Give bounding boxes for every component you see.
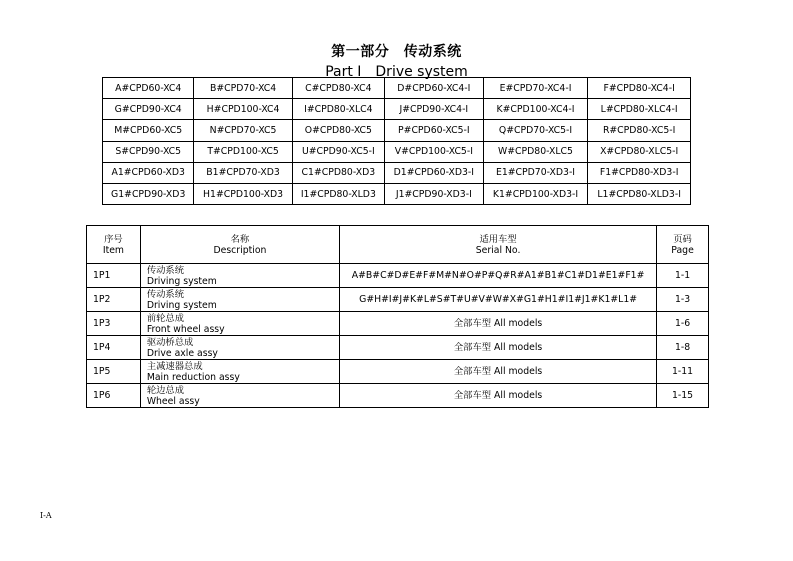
header-page <box>657 226 709 264</box>
item-cell <box>87 384 141 408</box>
model-code-cell: L#CPD80-XLC4-I <box>588 99 691 120</box>
page-title-chinese: 第一部分 传动系统 <box>331 44 462 60</box>
model-code-cell: F#CPD80-XC4-I <box>588 78 691 99</box>
serial-cell <box>340 312 657 336</box>
page-reference: 1-3 <box>674 294 691 305</box>
page-cell <box>657 264 709 288</box>
parts-row <box>87 264 709 288</box>
model-code-cell: D1#CPD60-XD3-I <box>384 162 483 183</box>
model-code-cell: H1#CPD100-XD3 <box>194 183 292 204</box>
item-number: 1P5 <box>93 366 111 377</box>
header-description-cn: 名称 <box>230 233 250 245</box>
page-cell <box>657 360 709 384</box>
model-code-cell: F1#CPD80-XD3-I <box>588 162 691 183</box>
description-cn: 前轮总成 <box>146 312 185 324</box>
model-code-cell: N#CPD70-XC5 <box>194 120 292 141</box>
description-cn: 驱动桥总成 <box>146 336 194 348</box>
parts-row <box>87 360 709 384</box>
description-cell <box>140 336 339 360</box>
model-code-cell: J1#CPD90-XD3-I <box>384 183 483 204</box>
header-item-en: Item <box>102 244 124 256</box>
header-serial-en: Serial No. <box>475 244 521 256</box>
serial-models: 全部车型 All models <box>453 390 543 401</box>
page-reference: 1-6 <box>674 318 691 329</box>
model-code-cell: Q#CPD70-XC5-I <box>483 120 588 141</box>
model-code-cell: H#CPD100-XC4 <box>194 99 292 120</box>
description-cell <box>140 264 339 288</box>
header-page-cn: 页码 <box>673 233 692 245</box>
page-reference: 1-1 <box>674 270 691 281</box>
model-code-cell: I1#CPD80-XLD3 <box>292 183 384 204</box>
description-cell <box>140 360 339 384</box>
model-code-cell: C#CPD80-XC4 <box>292 78 384 99</box>
header-item-cn: 序号 <box>104 233 123 245</box>
model-code-cell: V#CPD100-XC5-I <box>384 141 483 162</box>
description-en: Drive axle assy <box>146 347 218 359</box>
model-code-cell: E#CPD70-XC4-I <box>483 78 588 99</box>
header-item <box>87 226 141 264</box>
model-code-cell: R#CPD80-XC5-I <box>588 120 691 141</box>
description-en: Front wheel assy <box>146 323 225 335</box>
item-cell <box>87 312 141 336</box>
item-cell <box>87 264 141 288</box>
model-row <box>103 99 691 120</box>
model-code-cell: D#CPD60-XC4-I <box>384 78 483 99</box>
model-code-cell: K#CPD100-XC4-I <box>483 99 588 120</box>
model-code-cell: M#CPD60-XC5 <box>103 120 194 141</box>
serial-cell <box>340 336 657 360</box>
model-code-cell: P#CPD60-XC5-I <box>384 120 483 141</box>
item-number: 1P3 <box>93 318 111 329</box>
header-page-en: Page <box>671 244 694 256</box>
parts-row <box>87 312 709 336</box>
model-code-cell: B#CPD70-XC4 <box>194 78 292 99</box>
item-cell <box>87 360 141 384</box>
page-footer-number: I-A <box>40 511 52 520</box>
description-en: Driving system <box>146 299 217 311</box>
description-cn: 传动系统 <box>146 288 185 300</box>
model-code-cell: B1#CPD70-XD3 <box>194 162 292 183</box>
model-row <box>103 120 691 141</box>
model-row <box>103 78 691 99</box>
item-number: 1P4 <box>93 342 111 353</box>
model-code-cell: K1#CPD100-XD3-I <box>483 183 588 204</box>
model-row <box>103 141 691 162</box>
parts-row <box>87 288 709 312</box>
model-code-cell: G#CPD90-XC4 <box>103 99 194 120</box>
page-title-english: Part I Drive system <box>325 64 468 80</box>
description-en: Driving system <box>146 275 217 287</box>
page-reference: 1-8 <box>674 342 691 353</box>
parts-table-header <box>87 226 709 264</box>
model-code-cell: W#CPD80-XLC5 <box>483 141 588 162</box>
serial-models: 全部车型 All models <box>453 318 543 329</box>
serial-models: G#H#I#J#K#L#S#T#U#V#W#X#G1#H1#I1#J1#K1#L1# <box>359 294 638 305</box>
model-code-cell: J#CPD90-XC4-I <box>384 99 483 120</box>
header-description <box>140 226 339 264</box>
serial-models: A#B#C#D#E#F#M#N#O#P#Q#R#A1#B1#C1#D1#E1#F1# <box>351 270 645 281</box>
model-code-cell: A#CPD60-XC4 <box>103 78 194 99</box>
description-cell <box>140 288 339 312</box>
serial-cell <box>340 384 657 408</box>
description-en: Wheel assy <box>146 395 200 407</box>
item-number: 1P2 <box>93 294 111 305</box>
page-cell <box>657 288 709 312</box>
page-reference: 1-15 <box>672 390 694 401</box>
page-cell <box>657 336 709 360</box>
model-code-cell: G1#CPD90-XD3 <box>103 183 194 204</box>
model-code-cell: X#CPD80-XLC5-I <box>588 141 691 162</box>
model-code-cell: L1#CPD80-XLD3-I <box>588 183 691 204</box>
model-row <box>103 183 691 204</box>
model-code-cell: U#CPD90-XC5-I <box>292 141 384 162</box>
header-description-en: Description <box>213 244 267 256</box>
model-code-cell: O#CPD80-XC5 <box>292 120 384 141</box>
serial-cell <box>340 264 657 288</box>
description-cn: 轮边总成 <box>146 384 185 396</box>
model-code-cell: E1#CPD70-XD3-I <box>483 162 588 183</box>
serial-models: 全部车型 All models <box>453 342 543 353</box>
parts-row <box>87 336 709 360</box>
description-en: Main reduction assy <box>146 371 240 383</box>
header-serial <box>340 226 657 264</box>
model-code-cell: T#CPD100-XC5 <box>194 141 292 162</box>
model-code-cell: S#CPD90-XC5 <box>103 141 194 162</box>
page-cell <box>657 384 709 408</box>
description-cell <box>140 384 339 408</box>
page-reference: 1-11 <box>672 366 694 377</box>
description-cn: 传动系统 <box>146 264 185 276</box>
serial-cell <box>340 360 657 384</box>
header-serial-cn: 适用车型 <box>479 233 517 245</box>
item-cell <box>87 336 141 360</box>
serial-cell <box>340 288 657 312</box>
model-code-cell: I#CPD80-XLC4 <box>292 99 384 120</box>
page-cell <box>657 312 709 336</box>
description-cell <box>140 312 339 336</box>
item-number: 1P1 <box>93 270 111 281</box>
model-row <box>103 162 691 183</box>
item-number: 1P6 <box>93 390 111 401</box>
description-cn: 主减速器总成 <box>146 360 203 372</box>
parts-row <box>87 384 709 408</box>
model-code-cell: A1#CPD60-XD3 <box>103 162 194 183</box>
serial-models: 全部车型 All models <box>453 366 543 377</box>
item-cell <box>87 288 141 312</box>
parts-index-table <box>86 225 709 408</box>
model-code-cell: C1#CPD80-XD3 <box>292 162 384 183</box>
model-code-table <box>102 77 691 205</box>
